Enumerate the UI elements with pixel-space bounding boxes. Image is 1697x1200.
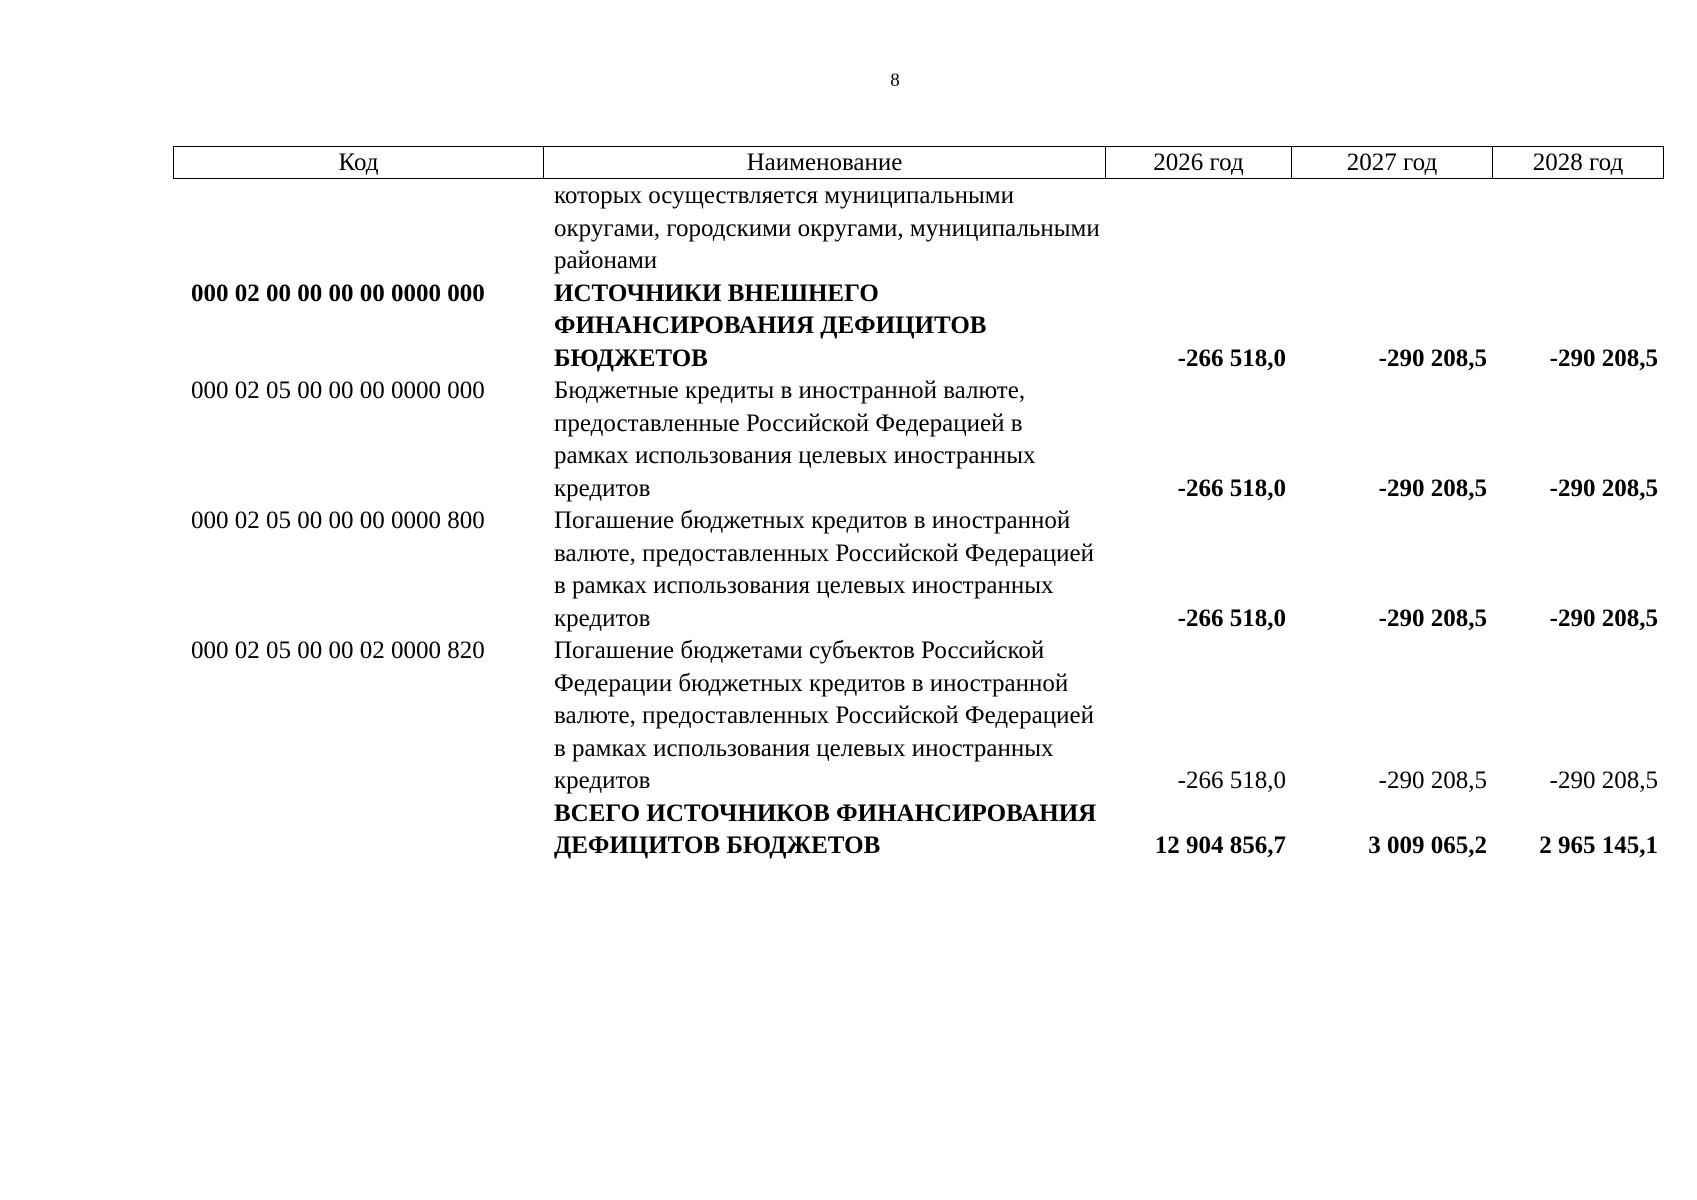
row-value-2027: -290 208,5 (1378, 604, 1487, 632)
row-value-2026: -266 518,0 (1177, 767, 1286, 794)
budget-sources-table (173, 180, 1663, 863)
row-value-2028 (1492, 180, 1663, 278)
row-value-2026: -266 518,0 (1177, 344, 1286, 372)
row-value-2028: -290 208,5 (1549, 604, 1658, 632)
table-row (173, 180, 1663, 278)
row-code: 000 02 00 00 00 00 0000 000 (191, 279, 485, 307)
row-value-2027 (1291, 180, 1492, 278)
row-value-2026: 12 904 856,7 (1154, 832, 1286, 859)
row-name: Бюджетные кредиты в иностранной валюте, предоставленные Российской Федерацией в рамках использования целевых иностранных кредитов (554, 377, 1036, 502)
row-name: Погашение бюджетами субъектов Российской Федерации бюджетных кредитов в иностранной валюте, предоставленных Российской Федерацией в рамках использования целевых иностранных кредитов (554, 637, 1095, 794)
page-number: 8 (890, 70, 900, 91)
row-name: ВСЕГО ИСТОЧНИКОВ ФИНАНСИРОВАНИЯ ДЕФИЦИТОВ БЮДЖЕТОВ (554, 799, 1097, 859)
table-row (173, 278, 1663, 376)
table-row (173, 505, 1663, 635)
row-value-2027: -290 208,5 (1378, 344, 1487, 372)
header-2028: 2028 год (1493, 147, 1664, 179)
row-value-2027: -290 208,5 (1378, 767, 1487, 794)
row-code (173, 180, 543, 278)
row-value-2028: -290 208,5 (1549, 474, 1658, 502)
row-code: 000 02 05 00 00 00 0000 000 (191, 377, 485, 404)
header-2027: 2027 год (1292, 147, 1493, 179)
row-name: ИСТОЧНИКИ ВНЕШНЕГО ФИНАНСИРОВАНИЯ ДЕФИЦИТОВ БЮДЖЕТОВ (554, 279, 987, 372)
row-value-2026 (1105, 180, 1291, 278)
row-value-2026: -266 518,0 (1177, 474, 1286, 502)
row-name: Погашение бюджетных кредитов в иностранной валюте, предоставленных Российской Федерацией в рамках использования целевых иностранных кредитов (554, 507, 1095, 632)
row-value-2028: 2 965 145,1 (1539, 832, 1658, 859)
row-value-2027: 3 009 065,2 (1368, 832, 1487, 859)
table-row-total (173, 798, 1663, 863)
row-value-2028: -290 208,5 (1549, 344, 1658, 372)
header-code: Код (174, 147, 544, 179)
table-header (173, 146, 1664, 179)
table-row (173, 375, 1663, 505)
header-2026: 2026 год (1106, 147, 1292, 179)
row-value-2026: -266 518,0 (1177, 604, 1286, 632)
table-row (173, 635, 1663, 798)
row-code: 000 02 05 00 00 02 0000 820 (191, 637, 485, 664)
row-code (173, 798, 543, 863)
header-row (174, 147, 1664, 179)
row-code: 000 02 05 00 00 00 0000 800 (191, 507, 485, 534)
row-value-2028: -290 208,5 (1549, 767, 1658, 794)
row-name: которых осуществляется муниципальными округами, городскими округами, муниципальными районами (554, 182, 1100, 274)
header-name: Наименование (544, 147, 1106, 179)
row-value-2027: -290 208,5 (1378, 474, 1487, 502)
